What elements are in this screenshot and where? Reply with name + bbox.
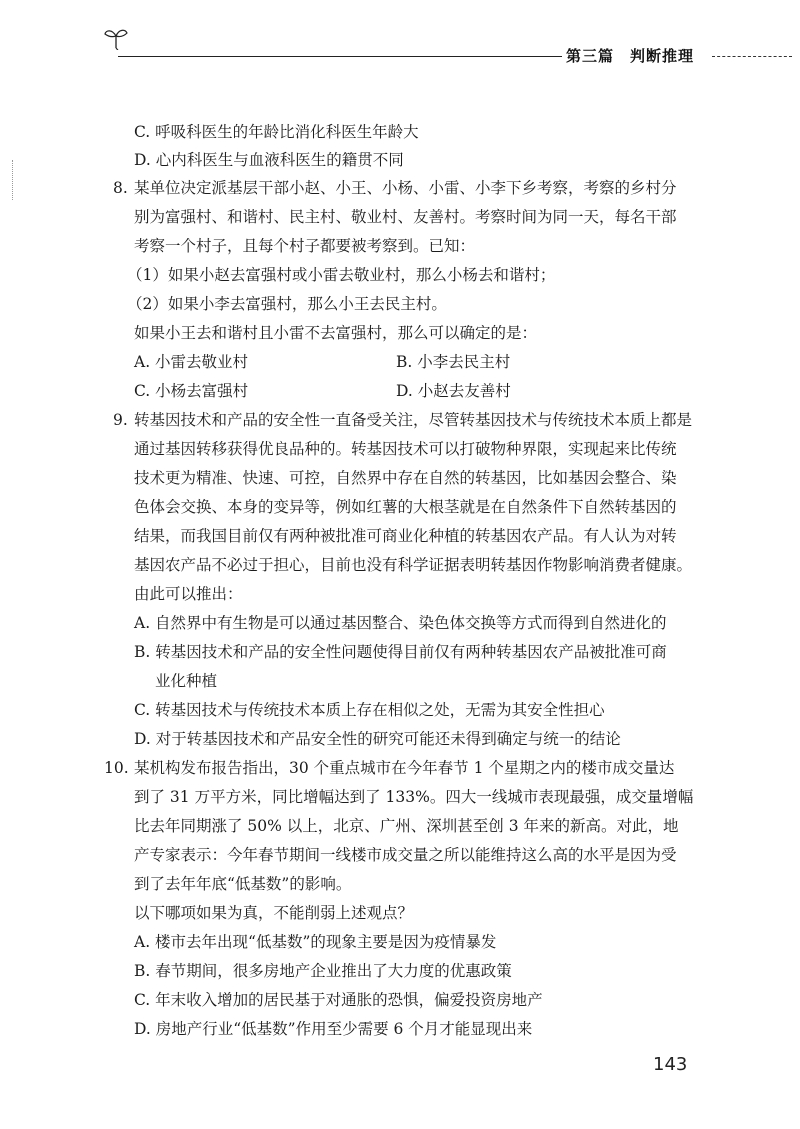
question-stem-line: 通过基因转移获得优良品种的。转基因技术可以打破物种界限，实现起来比传统	[134, 440, 677, 458]
condition-2: （2）如果小李去富强村，那么小王去民主村。	[127, 295, 447, 313]
question-stem-line: 结果，而我国目前仅有两种被批准可商业化种植的转基因农产品。有人认为对转	[134, 527, 677, 545]
header-rule	[118, 56, 562, 57]
question-prompt: 以下哪项如果为真，不能削弱上述观点？	[134, 904, 414, 922]
option-b: B. 小李去民主村	[396, 353, 511, 371]
section-title: 第三篇 判断推理	[566, 47, 695, 65]
option-c: C. 年末收入增加的居民基于对通胀的恐惧，偏爱投资房地产	[134, 991, 543, 1009]
header-dashed-rule	[712, 56, 792, 57]
option-b-continued: 业化种植	[155, 672, 218, 690]
option-a: A. 小雷去敬业村	[134, 353, 249, 371]
option-b: B. 春节期间，很多房地产企业推出了大力度的优惠政策	[134, 962, 512, 980]
question-prompt: 如果小王去和谐村且小雷不去富强村，那么可以确定的是：	[134, 324, 538, 342]
page-number: 143	[653, 1054, 688, 1075]
condition-1: （1）如果小赵去富强村或小雷去敬业村，那么小杨去和谐村；	[127, 266, 556, 284]
question-number: 9.	[113, 411, 128, 429]
option-d: D. 心内科医生与血液科医生的籍贯不同	[134, 151, 404, 169]
margin-mark	[12, 160, 15, 200]
question-prompt: 由此可以推出：	[134, 585, 243, 603]
option-c: C. 转基因技术与传统技术本质上存在相似之处，无需为其安全性担心	[134, 701, 605, 719]
question-stem-line: 考察一个村子，且每个村子都要被考察到。已知：	[134, 237, 476, 255]
option-a: A. 自然界中有生物是可以通过基因整合、染色体交换等方式而得到自然进化的	[134, 614, 667, 632]
question-stem-line: 基因农产品不必过于担心，目前也没有科学证据表明转基因作物影响消费者健康。	[134, 556, 693, 574]
option-a: A. 楼市去年出现“低基数”的现象主要是因为疫情暴发	[134, 933, 497, 951]
question-stem-line: 到了 31 万平方米，同比增幅达到了 133%。四大一线城市表现最强，成交量增幅	[134, 788, 694, 806]
option-d: D. 对于转基因技术和产品安全性的研究可能还未得到确定与统一的结论	[134, 730, 621, 748]
question-stem-line: 某单位决定派基层干部小赵、小王、小杨、小雷、小李下乡考察，考察的乡村分	[134, 179, 677, 197]
option-c: C. 呼吸科医生的年龄比消化科医生年龄大	[134, 123, 419, 141]
option-c: C. 小杨去富强村	[134, 382, 249, 400]
question-stem-line: 别为富强村、和谐村、民主村、敬业村、友善村。考察时间为同一天，每名干部	[134, 208, 677, 226]
question-stem-line: 到了去年年底“低基数”的影响。	[134, 875, 352, 893]
sprout-icon	[103, 26, 129, 50]
option-d: D. 小赵去友善村	[396, 382, 511, 400]
question-stem-line: 比去年同期涨了 50% 以上，北京、广州、深圳甚至创 3 年来的新高。对此，地	[134, 817, 679, 835]
question-number: 8.	[113, 179, 128, 197]
question-stem-line: 技术更为精准、快速、可控，自然界中存在自然的转基因，比如基因会整合、染	[134, 469, 677, 487]
question-stem-line: 某机构发布报告指出，30 个重点城市在今年春节 1 个星期之内的楼市成交量达	[134, 759, 675, 777]
question-stem-line: 色体会交换、本身的变异等，例如红薯的大根茎就是在自然条件下自然转基因的	[134, 498, 677, 516]
question-stem-line: 转基因技术和产品的安全性一直备受关注，尽管转基因技术与传统技术本质上都是	[134, 411, 693, 429]
page-header	[0, 0, 800, 80]
question-stem-line: 产专家表示：今年春节期间一线楼市成交量之所以能维持这么高的水平是因为受	[134, 846, 677, 864]
question-number: 10.	[104, 759, 129, 777]
option-b: B. 转基因技术和产品的安全性问题使得目前仅有两种转基因农产品被批准可商	[134, 643, 667, 661]
option-d: D. 房地产行业“低基数”作用至少需要 6 个月才能显现出来	[134, 1020, 533, 1038]
